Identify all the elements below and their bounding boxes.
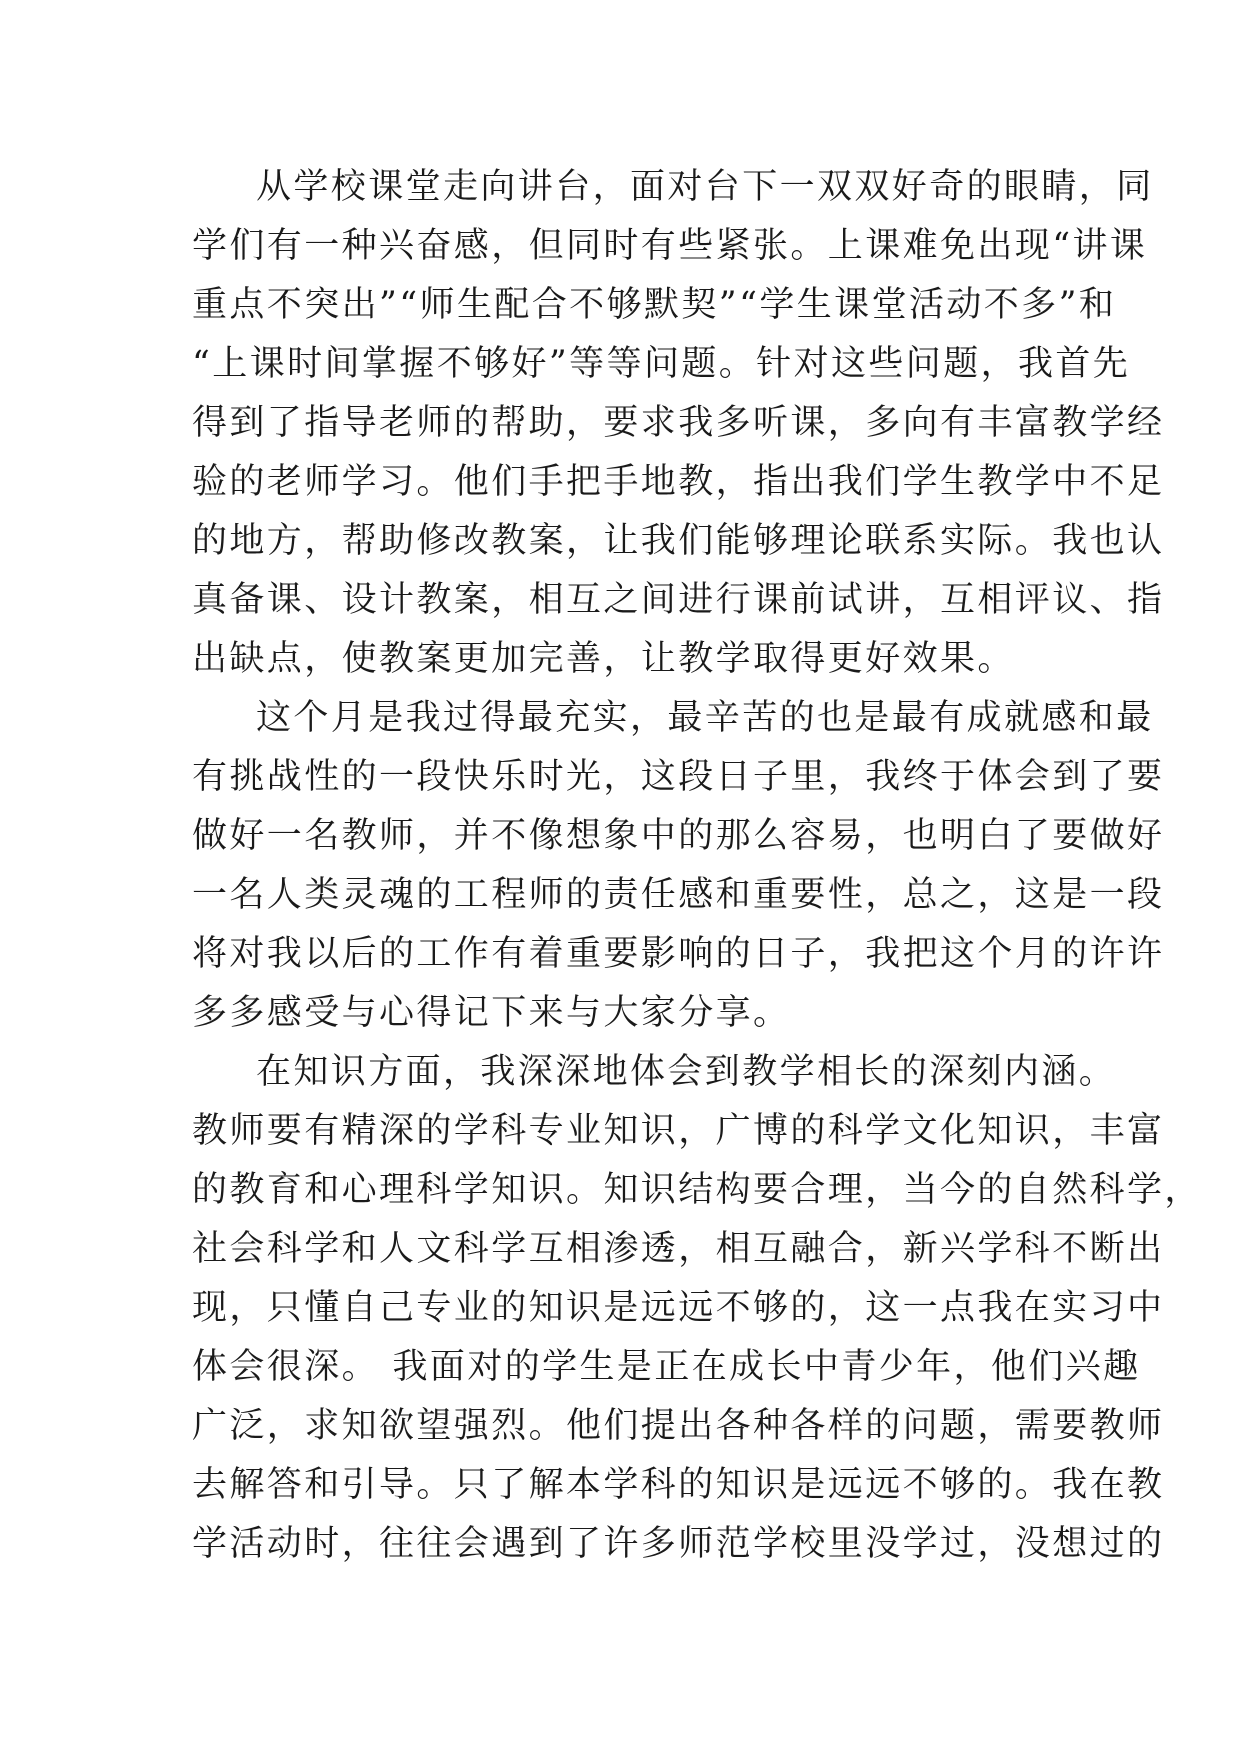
text-line: “上课时间掌握不够好”等等问题。针对这些问题，我首先 xyxy=(192,344,1131,384)
text-line: 现，只懂自己专业的知识是远远不够的，这一点我在实习中 xyxy=(192,1288,1165,1328)
text-line: 这个月是我过得最充实，最辛苦的也是最有成就感和最 xyxy=(256,698,1154,738)
text-line: 有挑战性的一段快乐时光，这段日子里，我终于体会到了要 xyxy=(192,757,1165,797)
text-line: 体会很深。 我面对的学生是正在成长中青少年，他们兴趣 xyxy=(192,1347,1141,1387)
text-line: 出缺点，使教案更加完善，让教学取得更好效果。 xyxy=(192,639,1015,679)
body-text xyxy=(192,158,1202,1574)
text-line: 得到了指导老师的帮助，要求我多听课，多向有丰富教学经 xyxy=(192,403,1165,443)
text-line: 验的老师学习。他们手把手地教，指出我们学生教学中不足 xyxy=(192,462,1165,502)
text-line: 从学校课堂走向讲台，面对台下一双双好奇的眼睛，同 xyxy=(256,167,1154,207)
text-line: 广泛，求知欲望强烈。他们提出各种各样的问题，需要教师 xyxy=(192,1406,1165,1446)
text-line: 真备课、设计教案，相互之间进行课前试讲，互相评议、指 xyxy=(192,580,1165,620)
text-line: 学活动时，往往会遇到了许多师范学校里没学过，没想过的 xyxy=(192,1524,1165,1564)
text-line: 去解答和引导。只了解本学科的知识是远远不够的。我在教 xyxy=(192,1465,1165,1505)
text-line: 一名人类灵魂的工程师的责任感和重要性，总之，这是一段 xyxy=(192,875,1165,915)
text-line: 做好一名教师，并不像想象中的那么容易，也明白了要做好 xyxy=(192,816,1165,856)
text-line: 学们有一种兴奋感，但同时有些紧张。上课难免出现“讲课 xyxy=(192,226,1148,266)
text-line: 的教育和心理科学知识。知识结构要合理，当今的自然科学， xyxy=(192,1170,1202,1210)
text-line: 多多感受与心得记下来与大家分享。 xyxy=(192,993,791,1033)
text-line: 的地方，帮助修改教案，让我们能够理论联系实际。我也认 xyxy=(192,521,1165,561)
text-line: 将对我以后的工作有着重要影响的日子，我把这个月的许许 xyxy=(192,934,1165,974)
text-line: 重点不突出”“师生配合不够默契”“学生课堂活动不多”和 xyxy=(192,285,1117,325)
text-line: 社会科学和人文科学互相渗透，相互融合，新兴学科不断出 xyxy=(192,1229,1165,1269)
text-line: 教师要有精深的学科专业知识，广博的科学文化知识，丰富 xyxy=(192,1111,1165,1151)
text-line: 在知识方面，我深深地体会到教学相长的深刻内涵。 xyxy=(256,1052,1117,1092)
